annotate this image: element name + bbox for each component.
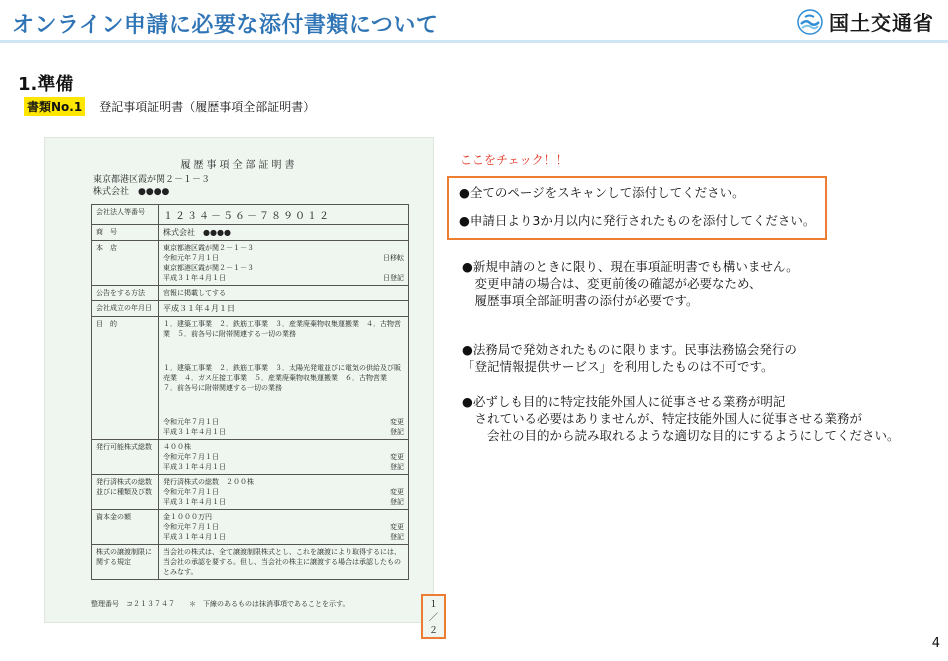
history-date-line xyxy=(163,522,404,532)
table-row xyxy=(92,475,409,510)
history-date-line xyxy=(163,497,404,507)
check-heading: ここをチェック！！ xyxy=(460,153,568,167)
history-date: 令和元年７月１日 xyxy=(163,488,219,496)
row-value: 官報に掲載してする xyxy=(159,286,409,301)
row-label: 発行可能株式総数 xyxy=(92,440,159,475)
note-line: 「登記情報提供サービス」を利用したものは不可です。 xyxy=(462,359,774,374)
table-row xyxy=(92,241,409,286)
note-line: 会社の目的から読み取れるような適切な目的にするようにしてください。 xyxy=(462,428,900,443)
history-value: 東京都港区霞が関２－１－３ xyxy=(163,264,254,272)
history-value: １．建築工事業 ２．鉄筋工事業 ３．産業廃棄物収集運搬業 ４．古物営業 ５．前各号に附帯関連する一切の業務 xyxy=(163,320,401,338)
history-date: 平成３１年４月１日 xyxy=(163,428,226,436)
certificate-heading: 履歴事項全部証明書 xyxy=(180,160,298,171)
row-value: 平成３１年４月１日 xyxy=(159,301,409,317)
history-date-line xyxy=(163,462,404,472)
document-name: 登記事項証明書（履歴事項全部証明書） xyxy=(99,100,316,114)
certificate-address xyxy=(93,174,210,198)
history-date-line xyxy=(163,452,404,462)
history-date: 令和元年７月１日 xyxy=(163,453,219,461)
certificate-scan-image xyxy=(44,137,439,636)
history-note: 変更 xyxy=(390,453,404,461)
row-label: 目 的 xyxy=(92,317,159,440)
history-value: １．建築工事業 ２．鉄筋工事業 ３．太陽光発電並びに電気の供給及び販売業 ４．ガス圧接工事業 ５．産業廃棄物収集運搬業 ６．古物営業 ７．前各号に附帯関連する一切の業務 xyxy=(163,364,401,392)
history-date-line xyxy=(163,427,404,437)
note-line: ●必ずしも目的に特定技能外国人に従事させる業務が明記 xyxy=(462,394,786,409)
page-number: 4 xyxy=(931,636,940,651)
note-line: されている必要はありませんが、特定技能外国人に従事させる業務が xyxy=(462,411,863,426)
row-label: 商 号 xyxy=(92,225,159,241)
history-value: 発行済株式の総数 ２００株 xyxy=(163,478,254,486)
history-value: ４００株 xyxy=(163,443,191,451)
history-note: 日登記 xyxy=(383,274,404,282)
history-note: 登記 xyxy=(390,428,404,436)
history-date-line xyxy=(163,532,404,542)
note-line: ●新規申請のときに限り、現在事項証明書でも構いません。 xyxy=(462,259,799,274)
row-value xyxy=(159,241,409,286)
row-label: 株式の譲渡制限に関する規定 xyxy=(92,545,159,580)
row-label: 会社成立の年月日 xyxy=(92,301,159,317)
history-note: 変更 xyxy=(390,523,404,531)
certificate-company-line: 株式会社 ●●●● xyxy=(93,187,170,197)
certificate-table xyxy=(91,204,409,580)
table-row xyxy=(92,205,409,225)
history-note: 登記 xyxy=(390,498,404,506)
history-date-line xyxy=(163,417,404,427)
history-date: 平成３１年４月１日 xyxy=(163,498,226,506)
row-value: 当会社の株式は、全て譲渡制限株式とし、これを譲渡により取得するには、当会社の承認を要する。但し、当会社の株主に譲渡する場合は承認したものとみなす。 xyxy=(159,545,409,580)
check-item: ●申請日より3か月以内に発行されたものを添付してください。 xyxy=(459,213,816,228)
certificate-footer-note: ＊ 下線のあるものは抹消事項であることを示す。 xyxy=(189,600,350,608)
certificate-serial-number: 整理番号 コ２１３７４７ xyxy=(91,600,175,608)
table-row xyxy=(92,286,409,301)
certificate-footer xyxy=(91,599,409,609)
title-divider xyxy=(0,40,948,43)
row-label: 本 店 xyxy=(92,241,159,286)
history-date: 令和元年７月１日 xyxy=(163,254,219,262)
history-note: 変更 xyxy=(390,488,404,496)
logo-text: 国土交通省 xyxy=(829,11,934,35)
row-value xyxy=(159,317,409,440)
row-value xyxy=(159,475,409,510)
history-note: 変更 xyxy=(390,418,404,426)
row-label: 発行済株式の総数並びに種類及び数 xyxy=(92,475,159,510)
page-title: オンライン申請に必要な添付書類について xyxy=(12,13,439,38)
row-label: 公告をする方法 xyxy=(92,286,159,301)
table-row xyxy=(92,440,409,475)
document-line xyxy=(24,97,315,116)
row-value: 株式会社 ●●●● xyxy=(159,225,409,241)
history-value: 東京都港区霞が関２－１－３ xyxy=(163,244,254,252)
document-number-badge: 書類No.1 xyxy=(24,97,85,116)
history-date-line xyxy=(163,273,404,283)
row-value: １２３４－５６－７８９０１２ xyxy=(159,205,409,225)
note-line: 変更申請の場合は、変更前後の確認が必要なため、 xyxy=(462,276,762,291)
certificate-page-indicator: １／２ xyxy=(421,594,446,639)
check-item: ●全てのページをスキャンして添付してください。 xyxy=(459,185,745,200)
table-row xyxy=(92,225,409,241)
logo xyxy=(797,7,934,36)
history-note: 登記 xyxy=(390,463,404,471)
history-date-line xyxy=(163,253,404,263)
note-spacer xyxy=(462,375,922,393)
row-value xyxy=(159,440,409,475)
history-note: 登記 xyxy=(390,533,404,541)
section-title: 1.準備 xyxy=(18,74,74,95)
history-date: 平成３１年４月１日 xyxy=(163,533,226,541)
check-box xyxy=(447,176,827,240)
notes xyxy=(462,258,922,444)
history-date: 令和元年７月１日 xyxy=(163,418,219,426)
history-date: 令和元年７月１日 xyxy=(163,523,219,531)
table-row xyxy=(92,510,409,545)
table-row xyxy=(92,301,409,317)
history-date: 平成３１年４月１日 xyxy=(163,274,226,282)
certificate-address-line: 東京都港区霞が関２－１－３ xyxy=(93,175,211,185)
history-value: 金１０００万円 xyxy=(163,513,212,521)
note-line: ●法務局で発効されたものに限ります。民事法務協会発行の xyxy=(462,342,797,357)
mlit-wave-logo-icon xyxy=(797,9,823,35)
note-spacer xyxy=(462,309,922,341)
row-label: 資本金の額 xyxy=(92,510,159,545)
table-row xyxy=(92,317,409,440)
note-line: 履歴事項全部証明書の添付が必要です。 xyxy=(462,293,699,308)
history-date: 平成３１年４月１日 xyxy=(163,463,226,471)
row-label: 会社法人等番号 xyxy=(92,205,159,225)
row-value xyxy=(159,510,409,545)
table-row xyxy=(92,545,409,580)
history-date-line xyxy=(163,487,404,497)
history-note: 日移転 xyxy=(383,254,404,262)
